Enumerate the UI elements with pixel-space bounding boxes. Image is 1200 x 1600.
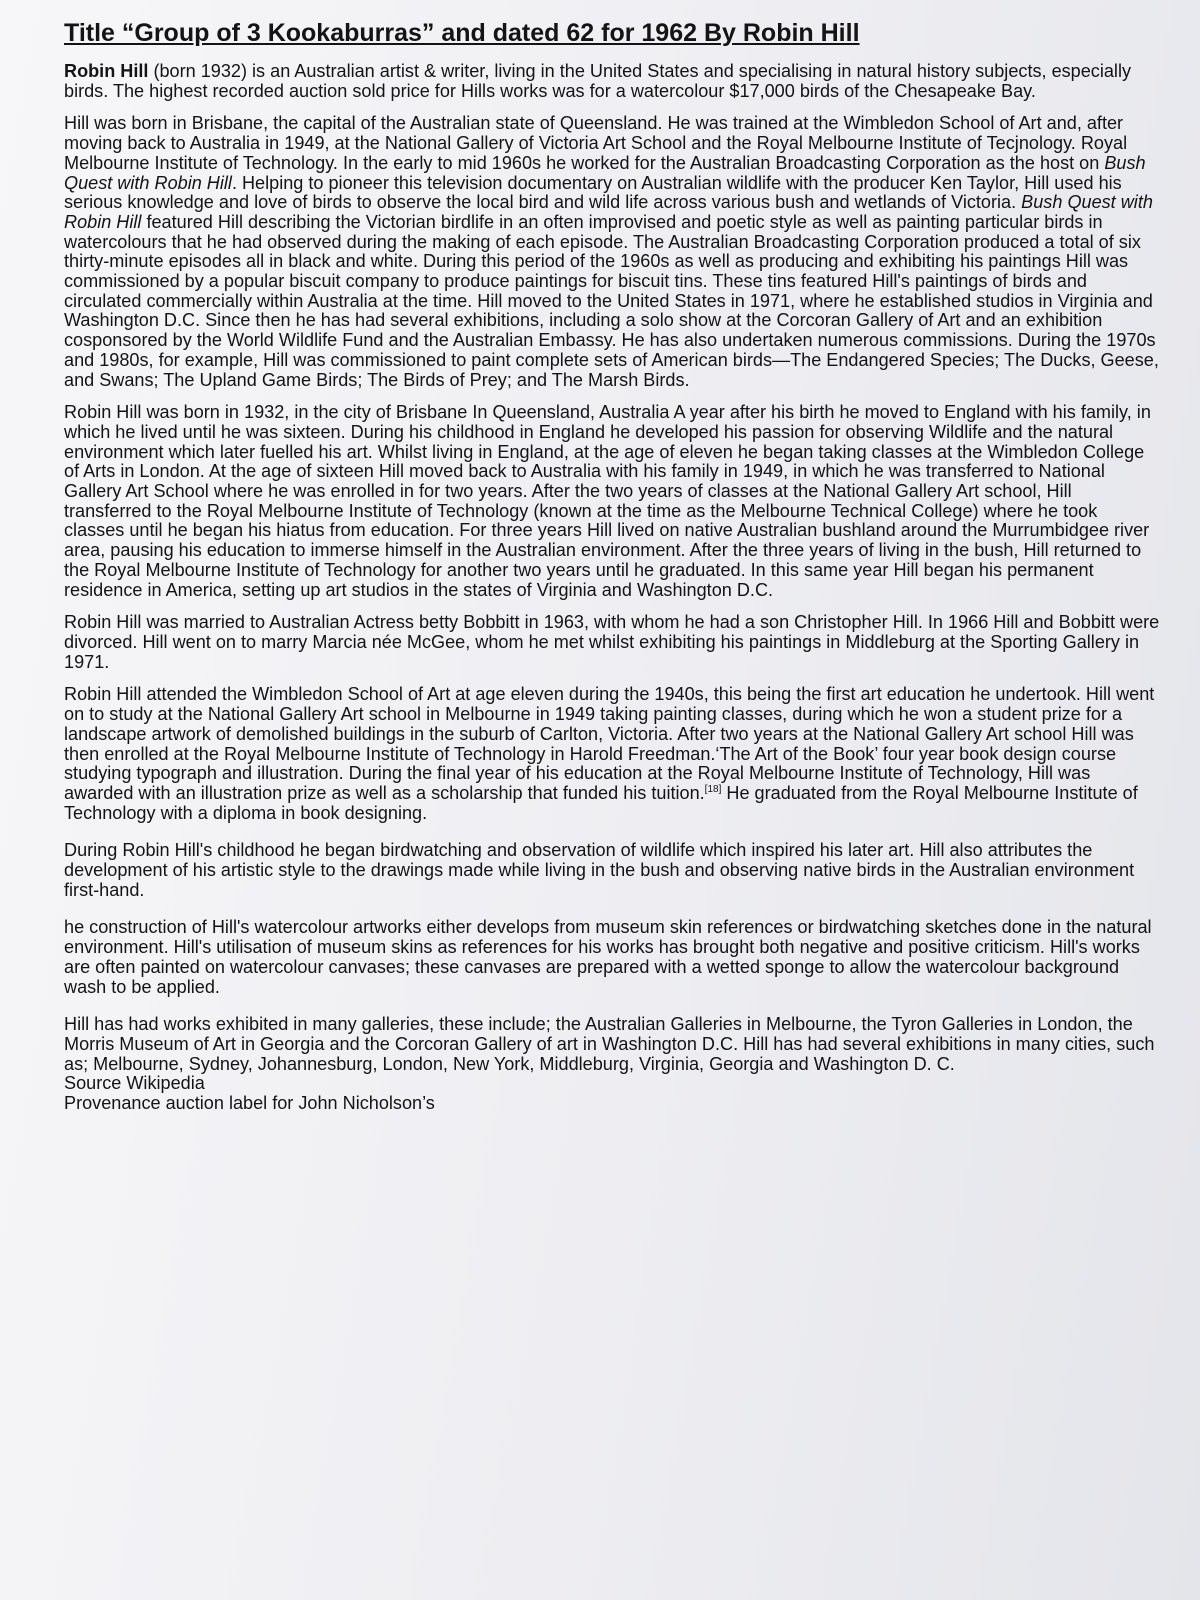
paragraph-early-life: Robin Hill was born in 1932, in the city of Brisbane In Queensland, Australia A year after his birth he moved to England with his family, in which he lived until he was sixteen. During his childhood in England he developed his passion for observing Wildlife and the natural environment which later fuelled his art. Whilst living in England, at the age of eleven he began taking classes at the Wimbledon College of Arts in London. At the age of sixteen Hill moved back to Australia with his family in 1949, in which he was transferred to National Gallery Art School where he was enrolled in for two years. After the two years of classes at the National Gallery Art school, Hill transferred to the Royal Melbourne Institute of Technology (known at the time as the Melbourne Technical College) where he took classes until he began his hiatus from education. For three years Hill lived on native Australian bushland around the Murrumbidgee river area, pausing his education to immerse himself in the Australian environment. After the three years of living in the bush, Hill returned to the Royal Melbourne Institute of Technology for another two years until he graduated. In this same year Hill began his permanent residence in America, setting up art studios in the states of Virginia and Washington D.C. bbox=[64, 402, 1151, 600]
paragraph-personal-life: Robin Hill was married to Australian Actress betty Bobbitt in 1963, with whom he had a son Christopher Hill. In 1966 Hill and Bobbitt were divorced. Hill went on to marry Marcia née McGee, whom he met whilst exhibiting his paintings in Middleburg at the Sporting Gallery in 1971. bbox=[64, 612, 1160, 672]
education-text-a: Robin Hill attended the Wimbledon School of Art at age eleven during the 1940s, this being the first art education he undertook. Hill went on to study at the National Gallery Art school in Melbourne in 1949 taking painting classes, during which he won a student prize for a landscape artwork of demolished buildings in the suburb of Carlton, Victoria. After two years at the National Gallery Art school Hill was then enrolled at the Royal Melbourne Institute of Technology in Harold Freedman.‘The Art of the Book’ four year book design course studying typograph and illustration. During the final year of his education at the Royal Melbourne Institute of Technology, Hill was awarded with an illustration prize as well as a scholarship that funded his tuition. bbox=[64, 684, 1155, 803]
career-text-c: featured Hill describing the Victorian birdlife in an often improvised and poetic style as well as painting particular birds in watercolours that he had observed during the making of each episode. The Australian Broadcasting Corporation produced a total of six thirty-minute episodes all in black and white. During this period of the 1960s as well as producing and exhibiting his paintings Hill was commissioned by a popular biscuit company to produce paintings for biscuit tins. These tins featured Hill's paintings of birds and circulated commercially within Australia at the time. Hill moved to the United States in 1971, where he established studios in Virginia and Washington D.C. Since then he has had several exhibitions, including a solo show at the Corcoran Gallery of Art and an exhibition cosponsored by the World Wildlife Fund and the Australian Embassy. He has also undertaken numerous commissions. During the 1970s and 1980s, for example, Hill was commissioned to paint complete sets of American birds—The Endangered Species; The Ducks, Geese, and Swans; The Upland Game Birds; The Birds of Prey; and The Marsh Birds. bbox=[64, 211, 1159, 390]
paragraph-technique: he construction of Hill's watercolour artworks either develops from museum skin references or birdwatching sketches done in the natural environment. Hill's utilisation of museum skins as references for his works has brought both negative and positive criticism. Hill's works are often painted on watercolour canvases; these canvases are prepared with a wetted sponge to allow the watercolour background wash to be applied. bbox=[64, 917, 1152, 997]
paragraph-intro bbox=[64, 62, 1160, 101]
career-text-a: Hill was born in Brisbane, the capital of the Australian state of Queensland. He was trained at the Wimbledon School of Art and, after moving back to Australia in 1949, at the National Gallery of Victoria Art School and the Royal Melbourne Institute of Tecjnology. Royal Melbourne Institute of Technology. In the early to mid 1960s he worked for the Australian Broadcasting Corporation as the host on bbox=[64, 113, 1128, 173]
intro-text: (born 1932) is an Australian artist & writer, living in the United States and specialising in natural history subjects, especially birds. The highest recorded auction sold price for Hills works was for a watercolour $17,000 birds of the Chesapeake Bay. bbox=[64, 61, 1132, 101]
provenance-line: Provenance auction label for John Nicholson’s bbox=[64, 1093, 435, 1114]
education-text-b: He graduated from the Royal Melbourne Institute of Technology with a diploma in book designing. bbox=[64, 782, 1138, 823]
source-line: Source Wikipedia bbox=[64, 1073, 205, 1094]
paragraph-exhibitions: Hill has had works exhibited in many galleries, these include; the Australian Galleries in Melbourne, the Tyron Galleries in London, the Morris Museum of Art in Georgia and the Corcoran Gallery of art in Washington D.C. Hill has had several exhibitions in many cities, such as; Melbourne, Sydney, Johannesburg, London, New York, Middleburg, Virginia, Georgia and Washington D. C. bbox=[64, 1014, 1155, 1074]
paragraph-career bbox=[64, 114, 1160, 390]
reference-marker: [18] bbox=[704, 783, 722, 795]
artist-name: Robin Hill bbox=[64, 61, 149, 81]
career-text-b: . Helping to pioneer this television documentary on Australian wildlife with the producer Ken Taylor, Hill used his serious knowledge and love of birds to observe the local bird and wild life across various bush and wetlands of Victoria. bbox=[64, 172, 1122, 213]
document-title: Title “Group of 3 Kookaburras” and dated 62 for 1962 By Robin Hill bbox=[64, 19, 860, 47]
paragraph-education bbox=[64, 685, 1160, 823]
show-title-1: Bush Quest with Robin Hill bbox=[64, 152, 1146, 193]
show-title-2: Bush Quest with Robin Hill bbox=[64, 192, 1153, 232]
paragraph-influences: During Robin Hill's childhood he began birdwatching and observation of wildlife which inspired his later art. Hill also attributes the development of his artistic style to the drawings made while living in the bush and observing native birds in the Australian environment first-hand. bbox=[64, 840, 1135, 900]
